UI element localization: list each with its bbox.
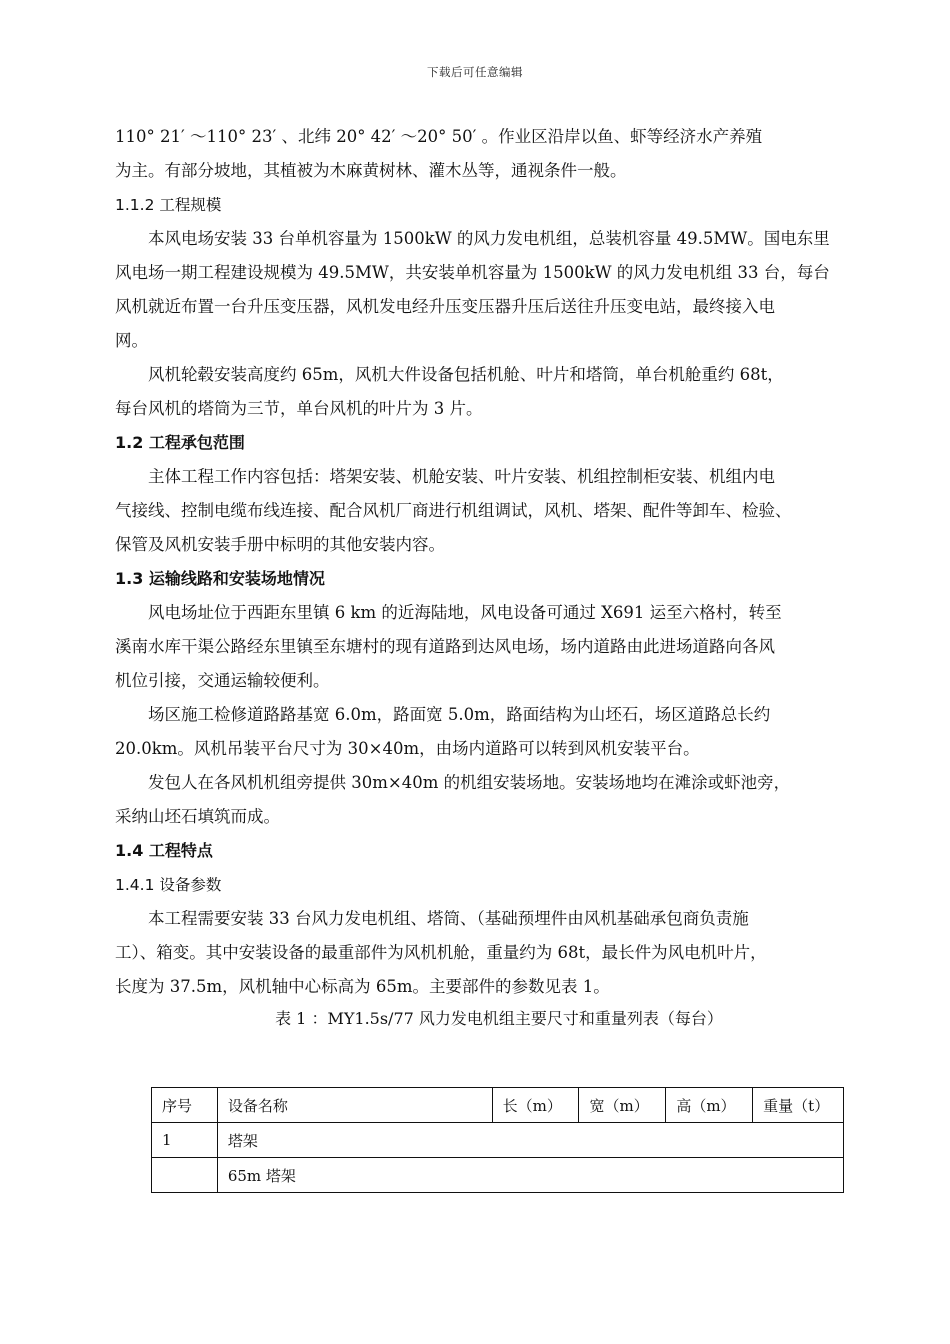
text-line: 风电场址位于西距东里镇 6 km 的近海陆地，风电设备可通过 X691 运至六格村，转至 xyxy=(148,603,782,622)
text-line: 本工程需要安装 33 台风力发电机组、塔筒、（基础预埋件由风机基础承包商负责施 xyxy=(148,909,749,928)
document-body xyxy=(115,120,883,1034)
col-header-height: 高（m） xyxy=(666,1088,753,1123)
text-line: 本风电场安装 33 台单机容量为 1500kW 的风力发电机组，总装机容量 49.5MW。国电东里 xyxy=(148,229,830,248)
text-line: 为主。有部分坡地，其植被为木麻黄树林、灌木丛等，通视条件一般。 xyxy=(115,161,627,180)
section-heading: 1.3 运输线路和安装场地情况 xyxy=(115,569,325,588)
col-header-length: 长（m） xyxy=(492,1088,579,1123)
text-line: 场区施工检修道路路基宽 6.0m，路面宽 5.0m，路面结构为山坯石，场区道路总长约 xyxy=(148,705,771,724)
col-header-width: 宽（m） xyxy=(579,1088,666,1123)
text-line: 长度为 37.5m，风机轴中心标高为 65m。主要部件的参数见表 1。 xyxy=(115,977,610,996)
section-heading: 1.2 工程承包范围 xyxy=(115,433,245,452)
text-line: 风电场一期工程建设规模为 49.5MW，共安装单机容量为 1500kW 的风力发电机组 33 台，每台 xyxy=(115,263,830,282)
col-header-weight: 重量（t） xyxy=(753,1088,844,1123)
text-line: 风机就近布置一台升压变压器，风机发电经升压变压器升压后送往升压变电站，最终接入电 xyxy=(115,297,775,316)
col-header-name: 设备名称 xyxy=(217,1088,492,1123)
text-line: 采纳山坯石填筑而成。 xyxy=(115,807,280,826)
text-line: 工）、箱变。其中安装设备的最重部件为风机机舱，重量约为 68t，最长件为风电机叶片， xyxy=(115,943,767,962)
text-line: 网。 xyxy=(115,331,148,350)
text-line: 气接线、控制电缆布线连接、配合风机厂商进行机组调试，风机、塔架、配件等卸车、检验、 xyxy=(115,501,792,520)
text-line: 主体工程工作内容包括：塔架安装、机舱安装、叶片安装、机组控制柜安装、机组内电 xyxy=(148,467,775,486)
table-row xyxy=(152,1123,844,1158)
spec-table xyxy=(151,1087,844,1193)
page-header: 下载后可任意编辑 xyxy=(427,65,523,79)
cell-no: 1 xyxy=(152,1123,218,1158)
text-line: 20.0km。风机吊装平台尺寸为 30×40m，由场内道路可以转到风机安装平台。 xyxy=(115,739,700,758)
text-line: 机位引接，交通运输较便利。 xyxy=(115,671,330,690)
cell-name: 塔架 xyxy=(217,1123,843,1158)
section-heading: 1.1.2 工程规模 xyxy=(115,196,222,214)
table-header-row xyxy=(152,1088,844,1123)
text-line: 保管及风机安装手册中标明的其他安装内容。 xyxy=(115,535,445,554)
col-header-no: 序号 xyxy=(152,1088,218,1123)
text-line: 每台风机的塔筒为三节，单台风机的叶片为 3 片。 xyxy=(115,399,483,418)
text-line: 风机轮毂安装高度约 65m，风机大件设备包括机舱、叶片和塔筒，单台机舱重约 68t， xyxy=(148,365,784,384)
text-line: 110° 21′ ～110° 23′ 、北纬 20° 42′ ～20° 50′ 。作业区沿岸以鱼、虾等经济水产养殖 xyxy=(115,127,763,146)
section-heading: 1.4.1 设备参数 xyxy=(115,876,222,894)
text-line: 溪南水库干渠公路经东里镇至东塘村的现有道路到达风电场，场内道路由此进场道路向各风 xyxy=(115,637,775,656)
cell-no xyxy=(152,1158,218,1193)
table-row xyxy=(152,1158,844,1193)
section-heading: 1.4 工程特点 xyxy=(115,841,213,860)
table-caption: 表 1 ：MY1.5s/77 风力发电机组主要尺寸和重量列表（每台） xyxy=(275,1009,723,1028)
cell-name: 65m 塔架 xyxy=(217,1158,843,1193)
text-line: 发包人在各风机机组旁提供 30m×40m 的机组安装场地。安装场地均在滩涂或虾池旁， xyxy=(148,773,791,792)
